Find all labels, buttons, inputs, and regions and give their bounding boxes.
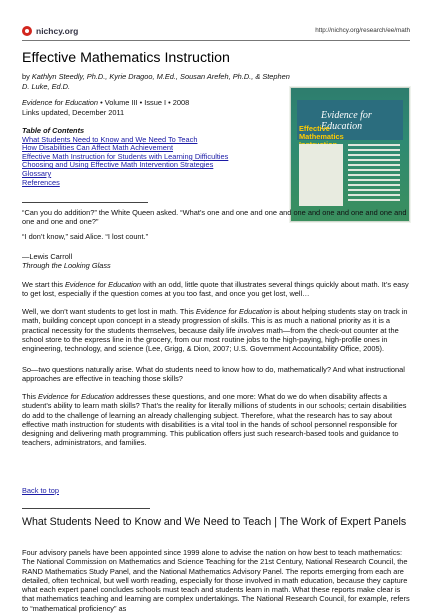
site-logo[interactable] bbox=[22, 26, 78, 36]
toc-link-effective-instruction[interactable]: Effective Math Instruction for Students with Learning Difficulties bbox=[22, 151, 229, 161]
paragraph-2-text-c: math—from the check-out counter at the school store to the express line in the grocery, from our most routine jobs to the high-paying, high-profile ones in engineering, technology, and science (Lee, Grigg, & Dion, 2007; U.S. Government Accountability Office, 2005). bbox=[22, 325, 399, 354]
paragraph-1-text-a: We start this bbox=[22, 280, 65, 289]
paragraph-1-italic: Evidence for Education bbox=[65, 280, 142, 289]
logo-icon bbox=[22, 26, 32, 36]
cover-text-lines bbox=[348, 144, 400, 206]
paragraph-2-italic: Evidence for Education bbox=[195, 307, 272, 316]
paragraph-2 bbox=[22, 307, 410, 353]
paragraph-4 bbox=[22, 392, 410, 448]
page-header bbox=[22, 26, 410, 40]
toc-link-references[interactable]: References bbox=[22, 177, 60, 187]
paragraph-1 bbox=[22, 280, 410, 299]
toc-link-how-disabilities[interactable]: How Disabilities Can Affect Math Achievement bbox=[22, 143, 174, 153]
table-of-contents bbox=[22, 127, 292, 187]
paragraph-2-text-a: Well, we don’t want students to get lost in math. This bbox=[22, 307, 196, 316]
toc-link-what-students-need[interactable]: What Students Need to Know and We Need To Teach bbox=[22, 134, 198, 144]
publication-name: Evidence for Education bbox=[22, 98, 99, 107]
publication-cover-image bbox=[290, 87, 410, 222]
paragraph-4-text-b: addresses these questions, and one more: What do we do when disability affects a student’s ability to learn math skills? That’s the reality for literally millions of students in our schools; certain disabilities do add to the challenge of learning an already challenging subject. Therefore, what the research has to say about effective math instruction for students with disabilities is a vital tool in the hands of school personnel responsible for designing and delivering math programming. This publication offers just such research-based tools and guidance to teachers, administrators, and families. bbox=[22, 392, 407, 448]
back-to-top-link[interactable]: Back to top bbox=[22, 486, 59, 495]
header-divider bbox=[22, 40, 410, 41]
section-divider bbox=[22, 508, 150, 509]
quote-line-2: “I don’t know,” said Alice. “I lost count.” bbox=[22, 232, 149, 241]
quote-source: Through the Looking Glass bbox=[22, 261, 111, 271]
quote-line-1: “Can you do addition?” the White Queen asked. “What’s one and one and one and one and one and one and one and one and one and one?” bbox=[22, 208, 407, 227]
toc-title: Table of Contents bbox=[22, 126, 85, 135]
cover-title: Effective Mathematics bbox=[299, 124, 344, 141]
paragraph-2-italic-2: involves bbox=[237, 325, 265, 335]
paragraph-5: Four advisory panels have been appointed since 1999 alone to advise the nation on how best to teach mathematics: The National Commission on Mathematics and Science Teaching for the 21st Century, National Research Council, the RAND Mathematics Study Panel, and the National Mathematics Advisory Panel. The reports emerging from each are detailed, often technical, but well worth reading, especially for those involved in math education, because they capture what each expert panel concludes schools must teach and students learn in math. What these reports make clear is that mathematics teaching and learning are complex undertakings. The National Research Council, for example, refers to “mathematical proficiency” as bbox=[22, 548, 410, 613]
paragraph-4-text-a: This bbox=[22, 392, 39, 401]
cover-photo bbox=[299, 144, 343, 206]
paragraph-2-text-b: is about helping students stay on track in math, building concept upon concept in a steady progression of skills. This is as much a national priority as it is a practical necessity for the students themselves, because daily life bbox=[22, 307, 408, 335]
byline-prefix: by bbox=[22, 72, 30, 81]
page-title: Effective Mathematics Instruction bbox=[22, 50, 230, 66]
publication-info bbox=[22, 98, 282, 118]
cover-series-title: Evidence for Education bbox=[321, 110, 372, 132]
links-updated: Links updated, December 2011 bbox=[22, 108, 125, 117]
section-heading: What Students Need to Know and We Need to Teach | The Work of Expert Panels bbox=[22, 516, 407, 528]
toc-link-glossary[interactable]: Glossary bbox=[22, 168, 52, 178]
paragraph-3: So—two questions naturally arise. What do students need to know how to do, mathematically? And what instructional approaches are effective in teaching those skills? bbox=[22, 365, 405, 384]
toc-link-choosing-strategies[interactable]: Choosing and Using Effective Math Intervention Strategies bbox=[22, 160, 214, 170]
paragraph-1-text-b: with an odd, little quote that illustrates several things quickly about math. It’s easy to get lost, especially if the question comes at you too fast, and once you get lost, well… bbox=[22, 280, 409, 299]
volume-issue: • Volume III • Issue I • 2008 bbox=[100, 98, 190, 107]
logo-text: nichcy.org bbox=[36, 26, 79, 36]
quote-attribution bbox=[22, 252, 410, 271]
paragraph-4-italic: Evidence for Education bbox=[38, 392, 115, 401]
toc-divider bbox=[22, 202, 148, 203]
authors: Kathlyn Steedly, Ph.D., Kyrie Dragoo, M.Ed., Sousan Arefeh, Ph.D., & Stephen D. Luke, Ed.D. bbox=[22, 72, 290, 91]
quote-author: —Lewis Carroll bbox=[22, 252, 73, 261]
page-url[interactable]: http://nichcy.org/research/ee/math bbox=[315, 27, 410, 34]
byline bbox=[22, 72, 292, 92]
